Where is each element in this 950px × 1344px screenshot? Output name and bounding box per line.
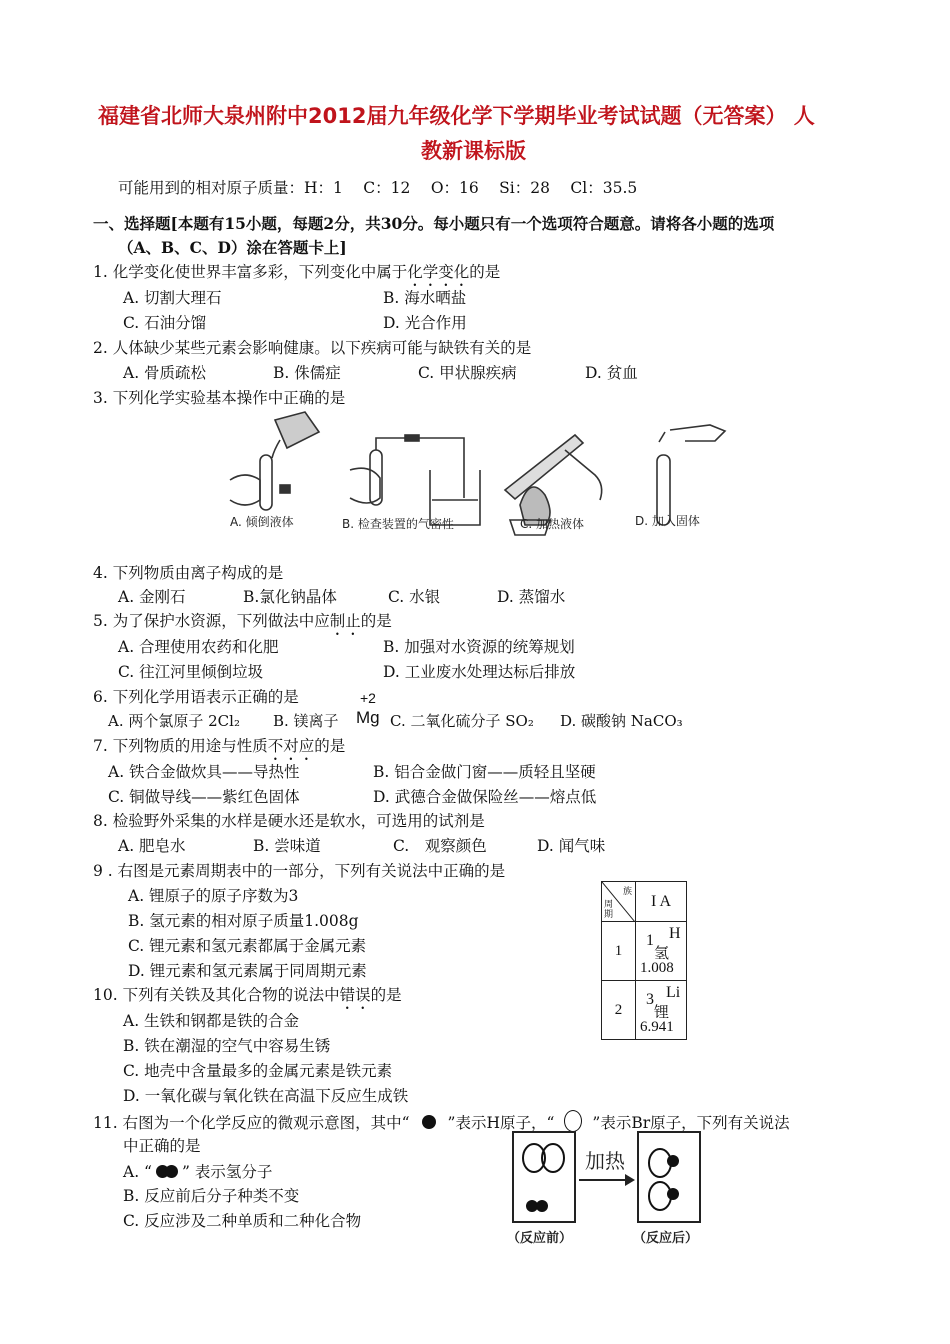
- q6-option-d: D. 碳酸钠 NaCO₃: [560, 712, 683, 730]
- q8-option-a: A. 肥皂水: [118, 837, 186, 855]
- q5-option-d: D. 工业废水处理达标后排放: [383, 663, 576, 681]
- q6-option-b: B. 镁离子: [273, 712, 339, 730]
- atomic-number: 3: [646, 991, 654, 1008]
- q5-option-a: A. 合理使用农药和化肥: [118, 638, 279, 656]
- after-box: [638, 1132, 700, 1222]
- q9-option-b: B. 氢元素的相对原子质量1.008g: [128, 912, 359, 930]
- periodic-table-fragment: [601, 881, 687, 1040]
- q11-option-c: C. 反应涉及二种单质和二种化合物: [123, 1212, 362, 1230]
- q6-mg-symbol: Mg: [356, 708, 380, 727]
- table-row: [602, 981, 687, 1040]
- atomic-mass: 6.941: [640, 1019, 674, 1035]
- q5-option-b: B. 加强对水资源的统筹规划: [383, 638, 575, 656]
- q9-option-d: D. 锂元素和氢元素属于同周期元素: [128, 962, 367, 980]
- title-line-1: 福建省北师大泉州附中2012届九年级化学下学期毕业考试试题（无答案） 人: [98, 104, 815, 128]
- period-number: 1: [602, 922, 636, 981]
- q4-option-d: D. 蒸馏水: [497, 588, 566, 606]
- pour-liquid-illustration: [230, 412, 319, 510]
- q6-option-a: A. 两个氯原子 2Cl₂: [108, 712, 240, 730]
- q2-option-a: A. 骨质疏松: [123, 364, 207, 382]
- q7-option-a: A. 铁合金做炊具——导热性: [108, 763, 300, 781]
- br2-molecule: [523, 1144, 564, 1172]
- q4-stem: 4. 下列物质由离子构成的是: [93, 564, 284, 582]
- q4-option-b: B.氯化钠晶体: [243, 588, 337, 606]
- q3-option-a: A. 倾倒液体: [230, 515, 294, 529]
- section-header-line-2: （A、B、C、D）涂在答题卡上]: [118, 238, 347, 257]
- q3-option-b: B. 检查装置的气密性: [342, 517, 454, 531]
- title-line-2: 教新课标版: [421, 139, 526, 163]
- table-corner-cell: [602, 882, 636, 922]
- atomic-mass: 1.008: [640, 960, 674, 976]
- q10-option-c: C. 地壳中含量最多的金属元素是铁元素: [123, 1062, 393, 1080]
- section-header-line-1: 一、选择题[本题有15小题，每题2分，共30分。每小题只有一个选项符合题意。请将各小题的选项: [93, 214, 775, 233]
- before-label: （反应前）: [507, 1231, 573, 1246]
- hbr-molecule: [649, 1149, 679, 1177]
- q10-stem: 10. 下列有关铁及其化合物的说法中错误的是: [93, 986, 402, 1004]
- q7-option-d: D. 武德合金做保险丝——熔点低: [373, 788, 597, 806]
- hbr-molecule: [649, 1182, 679, 1210]
- q5-stem: 5. 为了保护水资源，下列做法中应制止的是: [93, 612, 392, 630]
- q2-option-c: C. 甲状腺疾病: [418, 364, 517, 382]
- element-symbol: H: [669, 925, 681, 942]
- q1-option-d: D. 光合作用: [383, 314, 467, 332]
- q11-stem: 11. 右图为一个化学反应的微观示意图，其中“ ”表示H原子，“ ”表示Br原子，下列有关说法: [93, 1110, 790, 1133]
- heat-label: 加热: [585, 1149, 625, 1173]
- q1-stem: 1. 化学变化使世界丰富多彩，下列变化中属于化学变化的是: [93, 263, 501, 281]
- atomic-number: 1: [646, 932, 654, 949]
- h2-molecule: [526, 1200, 548, 1212]
- h-atom-icon: [422, 1115, 436, 1129]
- adding-solid-illustration: [657, 425, 725, 525]
- q9-stem: 9 . 右图是元素周期表中的一部分，下列有关说法中正确的是: [93, 862, 506, 880]
- element-name: 氢: [654, 946, 670, 962]
- q8-stem: 8. 检验野外采集的水样是硬水还是软水，可选用的试剂是: [93, 812, 485, 830]
- q10-option-a: A. 生铁和钢都是铁的合金: [123, 1012, 300, 1030]
- q7-option-b: B. 铝合金做门窗——质轻且坚硬: [373, 763, 596, 781]
- q11-option-b: B. 反应前后分子种类不变: [123, 1187, 300, 1205]
- q1-option-a: A. 切割大理石: [123, 289, 222, 307]
- q1-option-b: B. 海水晒盐: [383, 289, 467, 307]
- q3-option-d: D. 加入固体: [635, 514, 700, 528]
- reaction-diagram: [505, 1128, 750, 1248]
- table-corner-group-label: 族: [622, 886, 632, 896]
- q3-option-c: C. 加热液体: [520, 517, 585, 531]
- q10-option-d: D. 一氧化碳与氧化铁在高温下反应生成铁: [123, 1087, 409, 1105]
- h2-molecule-icon: [156, 1164, 178, 1182]
- q2-option-d: D. 贫血: [585, 364, 638, 382]
- q10-option-b: B. 铁在潮湿的空气中容易生锈: [123, 1037, 331, 1055]
- q8-option-b: B. 尝味道: [253, 837, 321, 855]
- after-label: （反应后）: [633, 1231, 699, 1246]
- q8-option-d: D. 闻气味: [537, 837, 606, 855]
- q4-option-a: A. 金刚石: [118, 588, 186, 606]
- table-corner-period-label: 周期: [604, 899, 614, 919]
- q1-option-c: C. 石油分馏: [123, 314, 207, 332]
- q8-option-c: C. 观察颜色: [393, 837, 487, 855]
- arrow-head: [625, 1174, 635, 1186]
- element-name: 锂: [654, 1005, 670, 1021]
- group-header: I A: [636, 882, 687, 922]
- q2-option-b: B. 侏儒症: [273, 364, 341, 382]
- element-cell-hydrogen: [636, 922, 687, 981]
- q3-stem: 3. 下列化学实验基本操作中正确的是: [93, 389, 346, 407]
- q7-stem: 7. 下列物质的用途与性质不对应的是: [93, 737, 346, 755]
- q5-option-c: C. 往江河里倾倒垃圾: [118, 663, 264, 681]
- table-row: [602, 922, 687, 981]
- lab-operations-figure: [220, 410, 740, 540]
- q6-option-c: C. 二氧化硫分子 SO₂: [390, 712, 534, 730]
- q4-option-c: C. 水银: [388, 588, 441, 606]
- q7-option-c: C. 铜做导线——紫红色固体: [108, 788, 300, 806]
- q9-option-c: C. 锂元素和氢元素都属于金属元素: [128, 937, 367, 955]
- q6-stem: 6. 下列化学用语表示正确的是: [93, 688, 299, 706]
- atomic-mass-line: 可能用到的相对原子质量：H：1 C：12 O：16 Si：28 Cl：35.5: [118, 179, 638, 197]
- q11-stem-line-2: 中正确的是: [123, 1137, 201, 1155]
- airtightness-illustration: [350, 435, 480, 525]
- period-number: 2: [602, 981, 636, 1040]
- q2-stem: 2. 人体缺少某些元素会影响健康。以下疾病可能与缺铁有关的是: [93, 339, 532, 357]
- q6-mg-charge: +2: [360, 690, 376, 706]
- element-cell-lithium: [636, 981, 687, 1040]
- q9-option-a: A. 锂原子的原子序数为3: [128, 887, 299, 905]
- element-symbol: Li: [666, 984, 681, 1001]
- q11-option-a: A. “ ” 表示氢分子: [123, 1163, 273, 1181]
